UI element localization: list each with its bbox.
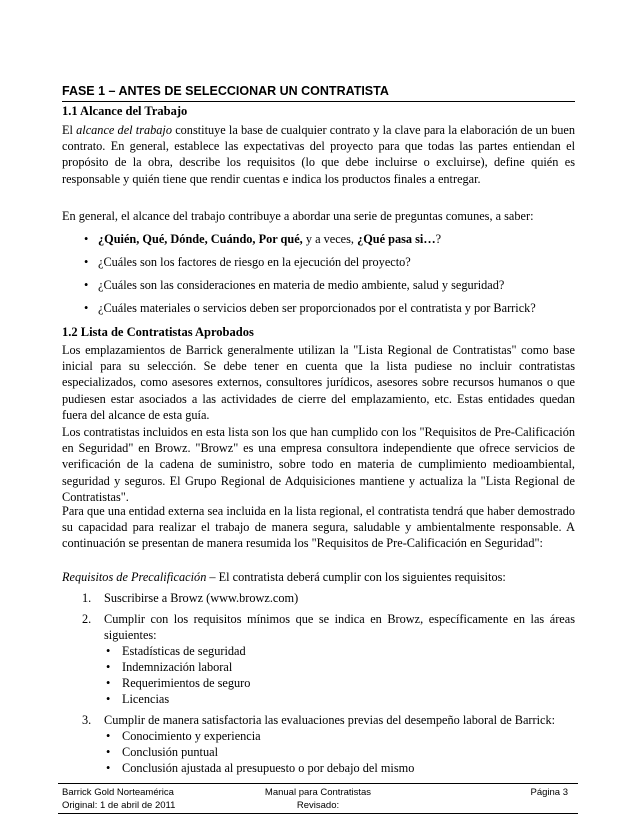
sub-list-item: • Conclusión puntual	[106, 745, 218, 759]
bullet-icon: •	[106, 676, 111, 690]
questions-intro: En general, el alcance del trabajo contribuye a abordar una serie de preguntas comunes, a saber:	[62, 209, 534, 223]
sub-list-item: • Estadísticas de seguridad	[106, 644, 246, 658]
sub-list-item: • Licencias	[106, 692, 170, 706]
bullet-icon: •	[106, 660, 111, 674]
phase-title: FASE 1 – ANTES DE SELECCIONAR UN CONTRATISTA	[62, 84, 575, 102]
sub-list-item: • Indemnización laboral	[106, 660, 233, 674]
bullet-icon: •	[84, 301, 89, 315]
inclusion-paragraph: Para que una entidad externa sea incluida en la lista regional, el contratista tendrá que haber demostrado su capacidad para realizar el trabajo de manera segura, saludable y ambientalmente responsable. A continuación se presentan de manera resumida los "Requisitos de Pre-Calificación en Seguridad":	[62, 504, 575, 551]
questions-list	[62, 231, 575, 323]
bullet-icon: •	[106, 729, 111, 743]
sub-list-item: • Requerimientos de seguro	[106, 676, 251, 690]
browz-paragraph: Los contratistas incluidos en esta lista son los que han cumplido con los "Requisitos de Pre-Calificación en Seguridad" en Browz. "Browz" es una empresa consultora independiente que ofrece servicios de verificación de la cadena de suministro, sobre todo en materia de cumplimiento medioambiental, seguridad y seguros. El Grupo Regional de Adquisiciones mantiene y actualiza la "Lista Regional de Contratistas".	[62, 425, 575, 504]
sub-list-item: • Conocimiento y experiencia	[106, 729, 261, 743]
list-item: 2. Cumplir con los requisitos mínimos que se indica en Browz, específicamente en las áreas siguientes:	[82, 612, 575, 642]
page-footer	[58, 783, 578, 814]
list-item: • ¿Quién, Qué, Dónde, Cuándo, Por qué, y a veces, ¿Qué pasa si…?	[84, 232, 442, 246]
list-item: • ¿Cuáles son las consideraciones en materia de medio ambiente, salud y seguridad?	[84, 278, 505, 292]
list-item: 3. Cumplir de manera satisfactoria las evaluaciones previas del desempeño laboral de Barrick:	[82, 713, 556, 727]
section-heading-1-2: 1.2 Lista de Contratistas Aprobados	[62, 325, 254, 339]
sub-list-item: • Conclusión ajustada al presupuesto o por debajo del mismo	[106, 761, 415, 775]
footer-original-date: Original: 1 de abril de 2011	[62, 800, 176, 811]
bullet-icon: •	[84, 232, 89, 246]
requirements-term: Requisitos de Precalificación	[62, 570, 207, 584]
footer-company: Barrick Gold Norteamérica	[62, 787, 174, 798]
bullet-icon: •	[106, 761, 111, 775]
scope-term: alcance del trabajo	[76, 123, 172, 137]
footer-page-number: Página 3	[530, 787, 568, 798]
footer-revised: Revisado:	[296, 800, 340, 811]
bullet-icon: •	[106, 745, 111, 759]
section-heading-1-1: 1.1 Alcance del Trabajo	[62, 104, 188, 118]
bullet-icon: •	[84, 255, 89, 269]
approved-list-paragraph: Los emplazamientos de Barrick generalmente utilizan la "Lista Regional de Contratistas" como base inicial para su selección. Se debe tener en cuenta que la lista pudiese no incluir contratistas especializados, como asesores externos, consultores jurídicos, asesores sobre recursos humanos o que pudiesen estar asociados a las actividades de cierre del emplazamiento, etc. Estas entidades quedan fuera del alcance de esta guía.	[62, 343, 575, 422]
requirements-intro: Requisitos de Precalificación – El contratista deberá cumplir con los siguientes requisitos:	[62, 570, 506, 584]
list-item: • ¿Cuáles materiales o servicios deben ser proporcionados por el contratista y por Barrick?	[84, 301, 536, 315]
bullet-icon: •	[84, 278, 89, 292]
requirements-list	[62, 590, 575, 776]
scope-paragraph: El alcance del trabajo constituye la base de cualquier contrato y la clave para la elaboración de un buen contrato. En general, establece las expectativas del proyecto para que todas las partes entiendan el propósito de la obra, describe los requisitos (lo que debe incluirse o excluirse), define quién es responsable y quién tiene que rendir cuentas e indica los productos finales a entregar.	[62, 123, 575, 186]
bullet-icon: •	[106, 644, 111, 658]
list-item: 1. Suscribirse a Browz (www.browz.com)	[82, 591, 299, 605]
bullet-icon: •	[106, 692, 111, 706]
list-item: • ¿Cuáles son los factores de riesgo en la ejecución del proyecto?	[84, 255, 411, 269]
footer-manual-title: Manual para Contratistas	[264, 787, 372, 798]
